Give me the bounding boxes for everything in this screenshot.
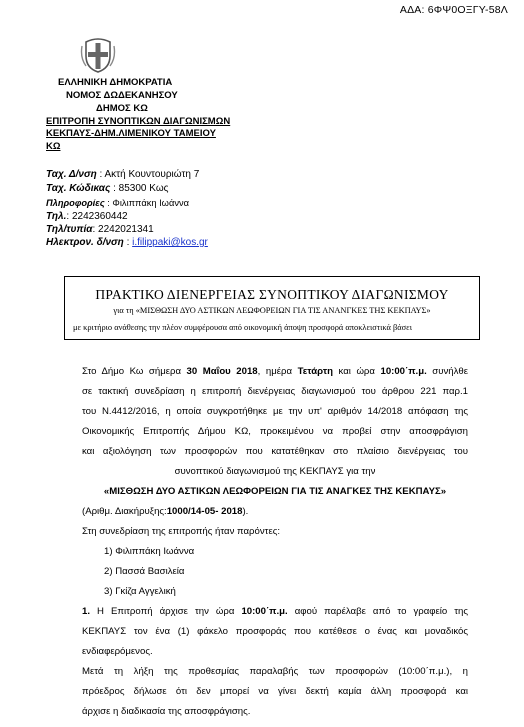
member-2: 2) Πασσά Βασιλεία	[104, 566, 185, 577]
p1-line2: σε τακτική συνεδρίαση η επιτροπή διενέργειας διαγωνισμού του άρθρου 221 παρ.1	[82, 386, 468, 397]
p3-line1: Μετά τη λήξη της προθεσμίας παραλαβής των προσφορών (10:00΄π.μ.), η	[82, 666, 468, 677]
member-3: 3) Γκίζα Αγγελική	[104, 586, 176, 597]
p1-line3: του Ν.4412/2016, η οποία συγκροτήθηκε με την υπ' αριθμόν 14/2018 απόφαση της	[82, 406, 468, 417]
award-criterion: με κριτήριο ανάθεσης την πλέον συμφέρουσα από οικονομική άποψη προσφορά αποκλειστικά βάσει	[73, 323, 412, 332]
p1-line7: «ΜΙΣΘΩΣΗ ΔΥΟ ΑΣΤΙΚΩΝ ΛΕΩΦΟΡΕΙΩΝ ΓΙΑ ΤΙΣ ΑΝΑΓΚΕΣ ΤΗΣ ΚΕΚΠΑΥΣ»	[103, 486, 447, 497]
document-title: ΠΡΑΚΤΙΚΟ ΔΙΕΝΕΡΓΕΙΑΣ ΣΥΝΟΠΤΙΚΟΥ ΔΙΑΓΩΝΙΣΜΟΥ	[95, 287, 449, 302]
member-1: 1) Φιλιππάκη Ιωάννα	[104, 546, 195, 557]
p1-line6: συνοπτικού διαγωνισμού της ΚΕΚΠΑΥΣ για την	[174, 466, 376, 477]
contact-address: Ταχ. Δ/νση : Ακτή Κουντουριώτη 7	[46, 169, 200, 180]
contact-info: Πληροφορίες : Φιλιππάκη Ιωάννα	[46, 198, 189, 208]
p3-line2: πρόεδρος δήλωσε ότι δεν μπορεί να γίνει δεκτή καμία άλλη προσφορά και	[82, 686, 468, 697]
p3-line3: άρχισε η διαδικασία της αποσφράγισης.	[82, 706, 251, 717]
header-republic: ΕΛΛΗΝΙΚΗ ΔΗΜΟΚΡΑΤΙΑ	[58, 77, 173, 88]
p1-line5: και αξιολόγηση των προσφορών που κατατέθηκαν στο πλαίσιο διενέργειας του	[82, 446, 468, 457]
contact-fax: Τηλ/τυπία: 2242021341	[46, 224, 154, 235]
present-intro: Στη συνεδρίαση της επιτροπής ήταν παρόντες:	[82, 526, 281, 537]
title-box	[64, 276, 480, 340]
header-fund: ΚΕΚΠΑΥΣ-ΔΗΜ.ΛΙΜΕΝΙΚΟΥ ΤΑΜΕΙΟΥ	[46, 128, 216, 139]
contact-email: Ηλεκτρον. δ/νση : i.filippaki@kos.gr	[46, 237, 208, 248]
document-subtitle: για τη «ΜΙΣΘΩΣΗ ΔΥΟ ΑΣΤΙΚΩΝ ΛΕΩΦΟΡΕΙΩΝ ΓΙΑ ΤΙΣ ΑΝΑΝΓΚΕΣ ΤΗΣ ΚΕΚΠΑΥΣ»	[113, 306, 431, 315]
contact-phone: Τηλ.: 2242360442	[46, 211, 128, 222]
p2-line3: ενδιαφερόμενος.	[82, 646, 153, 657]
contact-postal: Ταχ. Κώδικας : 85300 Κως	[46, 183, 169, 194]
p1-line8: (Αριθμ. Διακήρυξης:1000/14-05- 2018).	[82, 506, 249, 517]
header-committee: ΕΠΙΤΡΟΠΗ ΣΥΝΟΠΤΙΚΩΝ ΔΙΑΓΩΝΙΣΜΩΝ	[46, 116, 231, 127]
minutes-body	[82, 362, 468, 722]
ada-number: ΑΔΑ: 6ΦΨ0ΟΞΓΥ-58Λ	[399, 4, 508, 16]
p1-line4: Οικονομικής Επιτροπής Δήμου ΚΩ, προκειμένου να προβεί στην αποσφράγιση	[82, 426, 468, 437]
header-prefecture: ΝΟΜΟΣ ΔΩΔΕΚΑΝΗΣΟΥ	[66, 90, 178, 101]
p1-line1: Στο Δήμο Κω σήμερα 30 Μαΐου 2018, ημέρα Τετάρτη και ώρα 10:00΄π.μ. συνήλθε	[82, 366, 469, 377]
greek-coat-of-arms-icon	[80, 36, 116, 74]
email-link[interactable]: i.filippaki@kos.gr	[132, 237, 208, 248]
header-municipality: ΔΗΜΟΣ ΚΩ	[96, 103, 148, 114]
header-ko: ΚΩ	[46, 141, 61, 152]
p2-line1: 1. Η Επιτροπή άρχισε την ώρα 10:00΄π.μ. αφού παρέλαβε από το γραφείο της	[82, 606, 468, 617]
p2-line2: ΚΕΚΠΑΥΣ τον ένα (1) φάκελο προσφοράς που κατέθεσε ο ένας και μοναδικός	[82, 626, 468, 637]
